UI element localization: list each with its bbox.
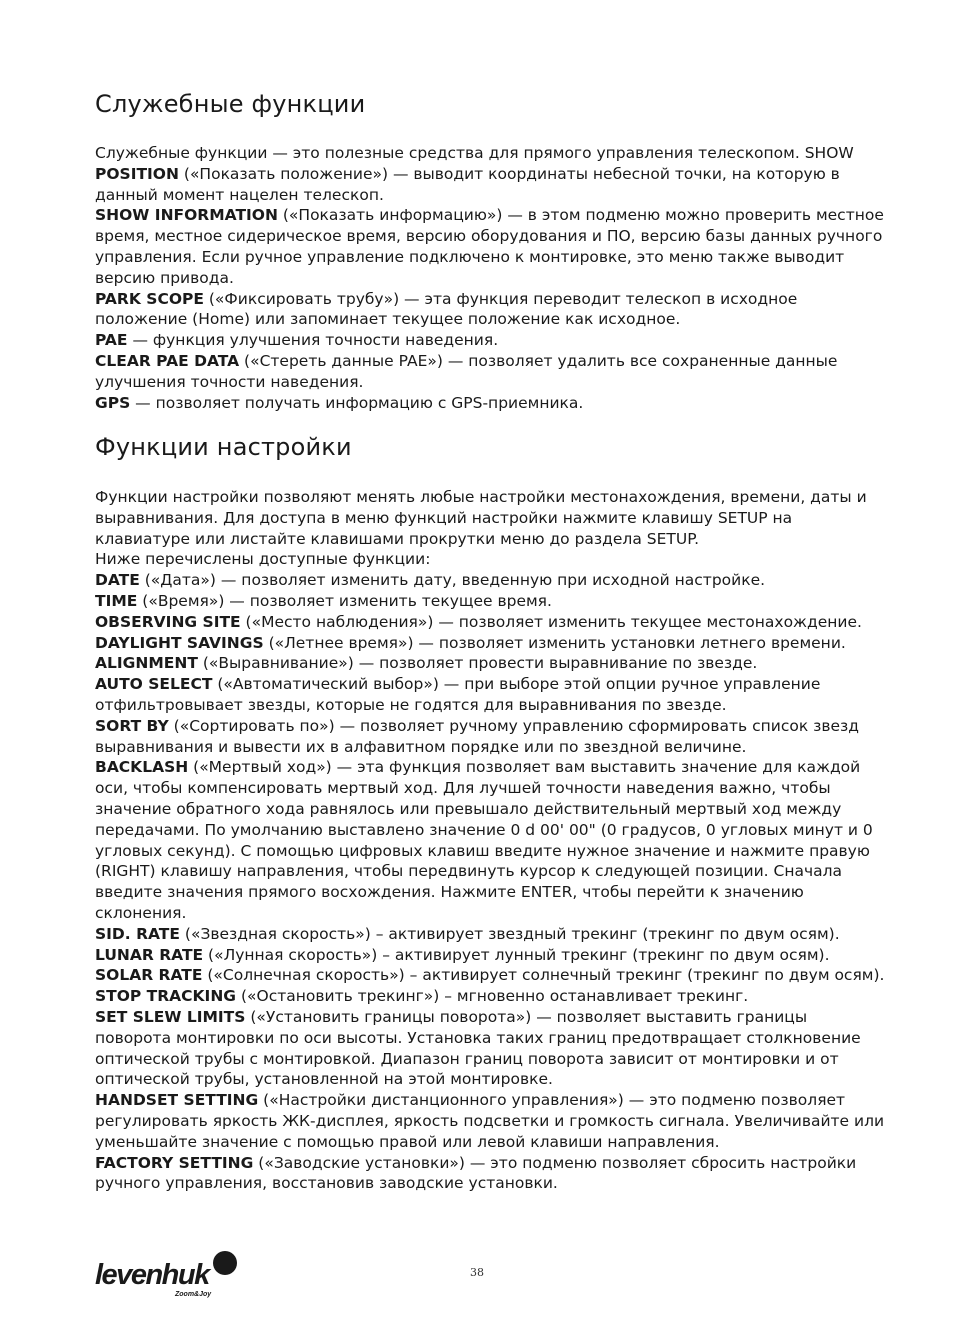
paragraph <box>95 591 885 612</box>
paragraph-text: («Время») — позволяет изменить текущее время. <box>137 591 552 610</box>
paragraph-text: Ниже перечислены доступные функции: <box>95 550 431 569</box>
paragraph-text: («Солнечная скорость») – активирует солнечный трекинг (трекинг по двум осям). <box>202 966 885 985</box>
paragraph <box>95 674 885 716</box>
term: STOP TRACKING <box>95 987 237 1006</box>
paragraph <box>95 289 885 331</box>
term: DAYLIGHT SAVINGS <box>95 633 264 652</box>
paragraph <box>95 487 885 549</box>
paragraph <box>95 1153 885 1195</box>
page-number: 38 <box>470 1266 484 1279</box>
paragraph <box>95 612 885 633</box>
paragraph-text: («Автоматический выбор») — при выборе этой опции ручное управление отфильтровывает звезды, которые не годятся для выравнивания по звезде. <box>95 675 821 714</box>
paragraph <box>95 143 885 164</box>
paragraph-text: («Выравнивание») — позволяет провести выравнивание по звезде. <box>197 654 758 673</box>
paragraph <box>95 945 885 966</box>
term: BACKLASH <box>95 758 189 777</box>
term: SHOW INFORMATION <box>95 206 278 225</box>
paragraph-text: («Показать информацию») — в этом подменю можно проверить местное время, местное сидерическое время, версию оборудования и ПО, версию базы данных ручного управления. Если ручное управление подключено к монтировке, это меню также выводит версию привода. <box>95 206 884 287</box>
paragraph <box>95 549 885 570</box>
paragraph <box>95 393 885 414</box>
term: GPS <box>95 393 131 412</box>
paragraph <box>95 924 885 945</box>
paragraph-text: («Заводские установки») — это подменю позволяет сбросить настройки ручного управления, восстановив заводские установки. <box>95 1153 857 1193</box>
paragraph-text: («Звездная скорость») – активирует звездный трекинг (трекинг по двум осям). <box>179 924 840 943</box>
term: ALIGNMENT <box>95 654 198 673</box>
paragraph <box>95 653 885 674</box>
paragraph <box>95 1090 885 1152</box>
paragraph-text: («Сортировать по») — позволяет ручному управлению сформировать список звезд выравнивания и вывести их в алфавитном порядке или по звездной величине. <box>95 716 859 756</box>
paragraph-text: («Место наблюдения») — позволяет изменить текущее местонахождение. <box>240 612 862 631</box>
term: OBSERVING SITE <box>95 612 241 631</box>
paragraph <box>95 757 885 923</box>
section-heading-service-functions: Служебные функции <box>95 90 366 118</box>
term: CLEAR PAE DATA <box>95 351 240 370</box>
paragraph-text: («Дата») — позволяет изменить дату, введенную при исходной настройке. <box>139 571 766 590</box>
paragraph-text: («Настройки дистанционного управления») — это подменю позволяет регулировать яркость ЖК-дисплея, яркость подсветки и громкость сигнала. Увеличивайте или уменьшайте значение с помощью правой или левой клавиши направления. <box>95 1091 885 1151</box>
term: FACTORY SETTING <box>95 1153 254 1172</box>
paragraph <box>95 716 885 758</box>
logo-tagline: Zoom&Joy <box>175 1291 212 1298</box>
term: HANDSET SETTING <box>95 1091 259 1110</box>
paragraph-text: Функции настройки позволяют менять любые настройки местонахождения, времени, даты и выравнивания. Для доступа в меню функций настройки нажмите клавишу SETUP на клавиатуре или листайте клавишами прокрутки меню до раздела SETUP. <box>95 488 867 548</box>
term: SID. RATE <box>95 924 180 943</box>
term: SOLAR RATE <box>95 966 203 985</box>
paragraph <box>95 965 885 986</box>
term: LUNAR RATE <box>95 945 204 964</box>
paragraph <box>95 205 885 288</box>
paragraph <box>95 986 885 1007</box>
paragraph-text: («Остановить трекинг») – мгновенно останавливает трекинг. <box>236 987 749 1006</box>
term: SET SLEW LIMITS <box>95 1007 246 1026</box>
term: PAE <box>95 331 128 350</box>
paragraph-text: («Лунная скорость») – активирует лунный трекинг (трекинг по двум осям). <box>203 945 830 964</box>
section-service-functions <box>95 143 885 413</box>
section-heading-setup-functions: Функции настройки <box>95 433 352 461</box>
term: DATE <box>95 571 140 590</box>
paragraph <box>95 164 885 206</box>
paragraph-text: («Стереть данные PAE») — позволяет удалить все сохраненные данные улучшения точности наведения. <box>95 351 838 391</box>
paragraph <box>95 330 885 351</box>
paragraph-text: («Мертвый ход») — эта функция позволяет вам выставить значение для каждой оси, чтобы компенсировать мертвый ход. Для лучшей точности наведения важно, чтобы значение обратного хода равнялось или превышало действительный мертвый ход между передачами. По умолчанию выставлено значение 0 d 00' 00" (0 градусов, 0 угловых минут и 0 угловых секунд). С помощью цифровых клавиш введите нужное значение и нажмите правую (RIGHT) клавишу направления, чтобы передвинуть курсор к следующей позиции. Сначала введите значения прямого восхождения. Нажмите ENTER, чтобы перейти к значению склонения. <box>95 758 873 922</box>
term: PARK SCOPE <box>95 289 204 308</box>
paragraph <box>95 1007 885 1090</box>
term: SORT BY <box>95 716 169 735</box>
paragraph <box>95 633 885 654</box>
paragraph <box>95 351 885 393</box>
term: TIME <box>95 591 138 610</box>
paragraph <box>95 570 885 591</box>
logo-wordmark: levenhuk <box>95 1259 209 1291</box>
term: POSITION <box>95 164 179 183</box>
paragraph-text: — позволяет получать информацию с GPS-приемника. <box>130 393 584 412</box>
paragraph-text: Служебные функции — это полезные средства для прямого управления телескопом. SHOW <box>95 144 854 162</box>
paragraph-text: («Летнее время») — позволяет изменить установки летнего времени. <box>263 633 846 652</box>
paragraph-text: («Показать положение») — выводит координаты небесной точки, на которую в данный момент нацелен телескоп. <box>95 164 840 204</box>
section-setup-functions <box>95 487 885 1194</box>
term: AUTO SELECT <box>95 675 213 694</box>
paragraph-text: («Установить границы поворота») — позволяет выставить границы поворота монтировки по оси высоты. Установка таких границ предотвращает столкновение оптической трубы с монтировкой. Диапазон границ поворота зависит от монтировки и от оптической трубы, установленной на этой монтировке. <box>95 1007 861 1089</box>
paragraph-text: — функция улучшения точности наведения. <box>127 331 499 350</box>
paragraph-text: («Фиксировать трубу») — эта функция переводит телескоп в исходное положение (Home) или запоминает текущее положение как исходное. <box>95 289 798 329</box>
